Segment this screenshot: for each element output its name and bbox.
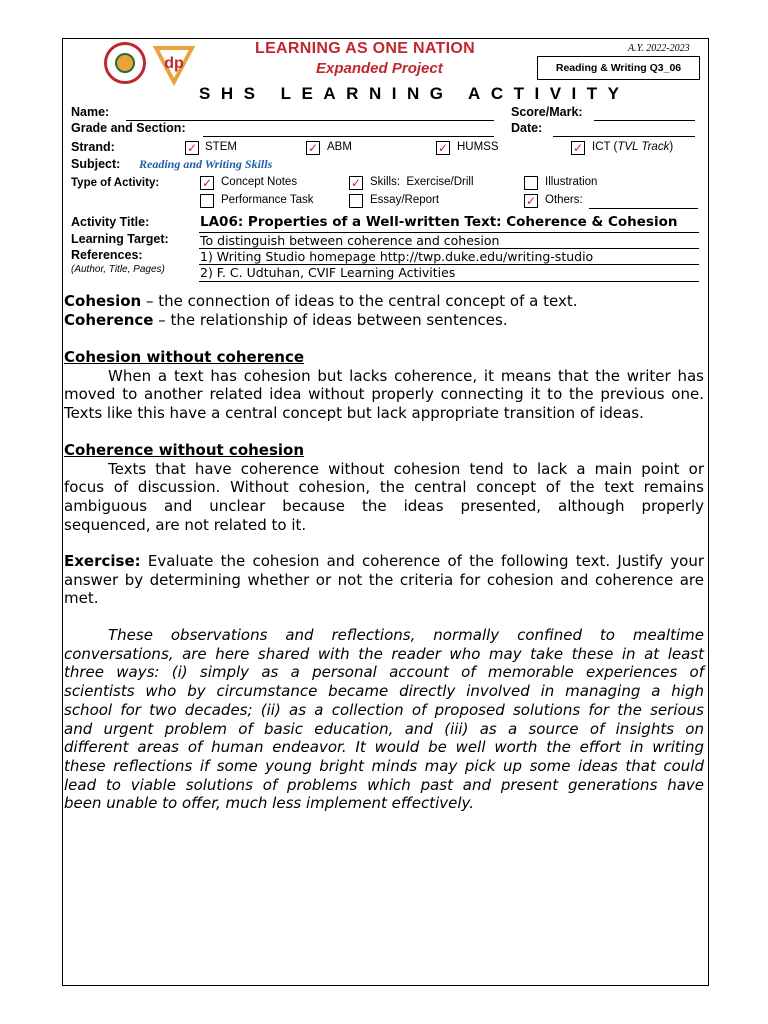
others-field[interactable] <box>589 208 698 209</box>
passage-line: These observations and reflections, normally confined to mealtime <box>108 626 704 644</box>
definitions <box>64 292 704 329</box>
svg-text:dp: dp <box>164 55 184 72</box>
score-label: Score/Mark: <box>511 105 583 119</box>
strand-stem-label: STEM <box>205 141 237 153</box>
type-essay-report-checkbox[interactable] <box>349 194 363 208</box>
activity-title-label: Activity Title: <box>71 215 150 229</box>
exercise-line-1: Exercise: Evaluate the cohesion and coherence of the following text. Justify your <box>64 552 704 570</box>
passage-line: these reflections if some young bright minds may pick up some ideas that could <box>64 756 704 775</box>
activity-code-box <box>537 56 700 80</box>
references-label: References: <box>71 248 143 262</box>
activity-heading: SHS LEARNING ACTIVITY <box>199 84 630 103</box>
passage-line: and urgent problem of basic education, and (iii) as a source of insights on <box>64 719 704 738</box>
grade-field[interactable] <box>203 136 494 137</box>
type-performance-task-checkbox[interactable] <box>200 194 214 208</box>
exercise-instructions <box>64 552 704 608</box>
type-label: Type of Activity: <box>71 177 160 189</box>
header-title: LEARNING AS ONE NATION <box>255 40 475 57</box>
section-1-line-1: When a text has cohesion but lacks coherence, it means that the writer has <box>108 366 704 385</box>
learning-target-value: To distinguish between coherence and cohesion <box>200 233 500 248</box>
grade-label: Grade and Section: <box>71 121 186 135</box>
type-concept-notes-checkbox[interactable] <box>200 176 214 190</box>
strand-humss-checkbox[interactable] <box>436 141 450 155</box>
check-icon: ✓ <box>307 141 319 155</box>
exercise-passage <box>64 626 704 813</box>
passage-line: been unable to offer, much less implement effectively. <box>64 794 474 813</box>
passage-line: different areas of human endeavor. It would be well worth the effort in writing <box>64 738 704 757</box>
academic-year: A.Y. 2022-2023 <box>628 43 690 54</box>
name-label: Name: <box>71 105 110 119</box>
section-2-line-4: sequenced, are not related to it. <box>64 515 307 534</box>
section-cohesion-without-coherence <box>64 348 704 423</box>
strand-label: Strand: <box>71 140 115 154</box>
type-others-label: Others: <box>545 194 583 206</box>
learning-target-label: Learning Target: <box>71 232 169 246</box>
date-field[interactable] <box>553 136 695 137</box>
school-seal-logo <box>104 42 146 84</box>
type-performance-task-label: Performance Task <box>221 194 314 206</box>
subject-value: Reading and Writing Skills <box>139 157 273 171</box>
passage-line: lead to viable solutions of problems which past and present generations have <box>64 775 704 794</box>
strand-stem-checkbox[interactable] <box>185 141 199 155</box>
date-label: Date: <box>511 121 543 135</box>
cohesion-definition <box>64 292 704 311</box>
coherence-definition <box>64 311 704 330</box>
coherence-text: – the relationship of ideas between sentences. <box>153 310 508 329</box>
section-1-line-2: moved to another related idea without properly connecting it to the previous one. <box>64 385 704 404</box>
subject-label: Subject: <box>71 157 121 171</box>
check-icon: ✓ <box>437 141 449 155</box>
activity-title-value: LA06: Properties of a Well-written Text: Coherence & Cohesion <box>200 214 678 230</box>
type-illustration-checkbox[interactable] <box>524 176 538 190</box>
passage-line: conversations, are here shared with the reader who may take these in at least <box>64 644 704 663</box>
header-subtitle: Expanded Project <box>316 60 443 77</box>
exercise-line-2: answer by determining whether or not the criteria for cohesion and coherence are <box>64 570 704 589</box>
section-2-line-3: ambiguous and unclear because the ideas presented, although properly <box>64 497 704 516</box>
reference-2: 2) F. C. Udtuhan, CVIF Learning Activities <box>200 265 456 280</box>
type-skills-checkbox[interactable] <box>349 176 363 190</box>
cohesion-term: Cohesion <box>64 292 142 310</box>
dp-logo <box>150 42 198 86</box>
section-1-heading: Cohesion without coherence <box>64 348 305 366</box>
cohesion-text: – the connection of ideas to the central concept of a text. <box>141 292 578 310</box>
passage-line: scientists who by circumstance became directly involved in managing a high <box>64 682 704 701</box>
coherence-term: Coherence <box>64 310 154 329</box>
strand-abm-checkbox[interactable] <box>306 141 320 155</box>
score-field[interactable] <box>594 120 695 121</box>
passage-line: school for two decades; (ii) as a collection of proposed solutions for the serious <box>64 700 704 719</box>
check-icon: ✓ <box>350 176 362 190</box>
check-icon: ✓ <box>186 141 198 155</box>
section-coherence-without-cohesion <box>64 441 704 535</box>
section-2-line-1: Texts that have coherence without cohesion tend to lack a main point or <box>108 459 704 478</box>
section-2-line-2: focus of discussion. Without cohesion, the central concept of the text remains <box>64 478 704 497</box>
check-icon: ✓ <box>201 176 213 190</box>
type-others-checkbox[interactable] <box>524 194 538 208</box>
strand-humss-label: HUMSS <box>457 141 499 153</box>
reference-1: 1) Writing Studio homepage http://twp.duke.edu/writing-studio <box>200 249 594 264</box>
section-1-line-3: Texts like this have a central concept but lack appropriate transition of ideas. <box>64 404 644 423</box>
strand-ict-label: ICT (TVL Track) <box>592 141 674 153</box>
type-essay-report-label: Essay/Report <box>370 194 440 206</box>
strand-abm-label: ABM <box>327 141 352 153</box>
type-skills-label: Skills: Exercise/Drill <box>370 176 474 188</box>
passage-line: three ways: (i) simply as a personal account of memorable experiences of <box>64 663 704 682</box>
references-note: (Author, Title, Pages) <box>71 264 165 275</box>
check-icon: ✓ <box>525 194 537 208</box>
reference-2-underline <box>199 281 699 282</box>
exercise-term: Exercise: <box>64 552 141 570</box>
strand-ict-checkbox[interactable] <box>571 141 585 155</box>
type-concept-notes-label: Concept Notes <box>221 176 298 188</box>
section-2-heading: Coherence without cohesion <box>64 441 305 459</box>
type-illustration-label: Illustration <box>545 176 598 188</box>
exercise-line-3: met. <box>64 589 99 608</box>
check-icon: ✓ <box>572 141 584 155</box>
activity-code: Reading & Writing Q3_06 <box>555 62 682 74</box>
